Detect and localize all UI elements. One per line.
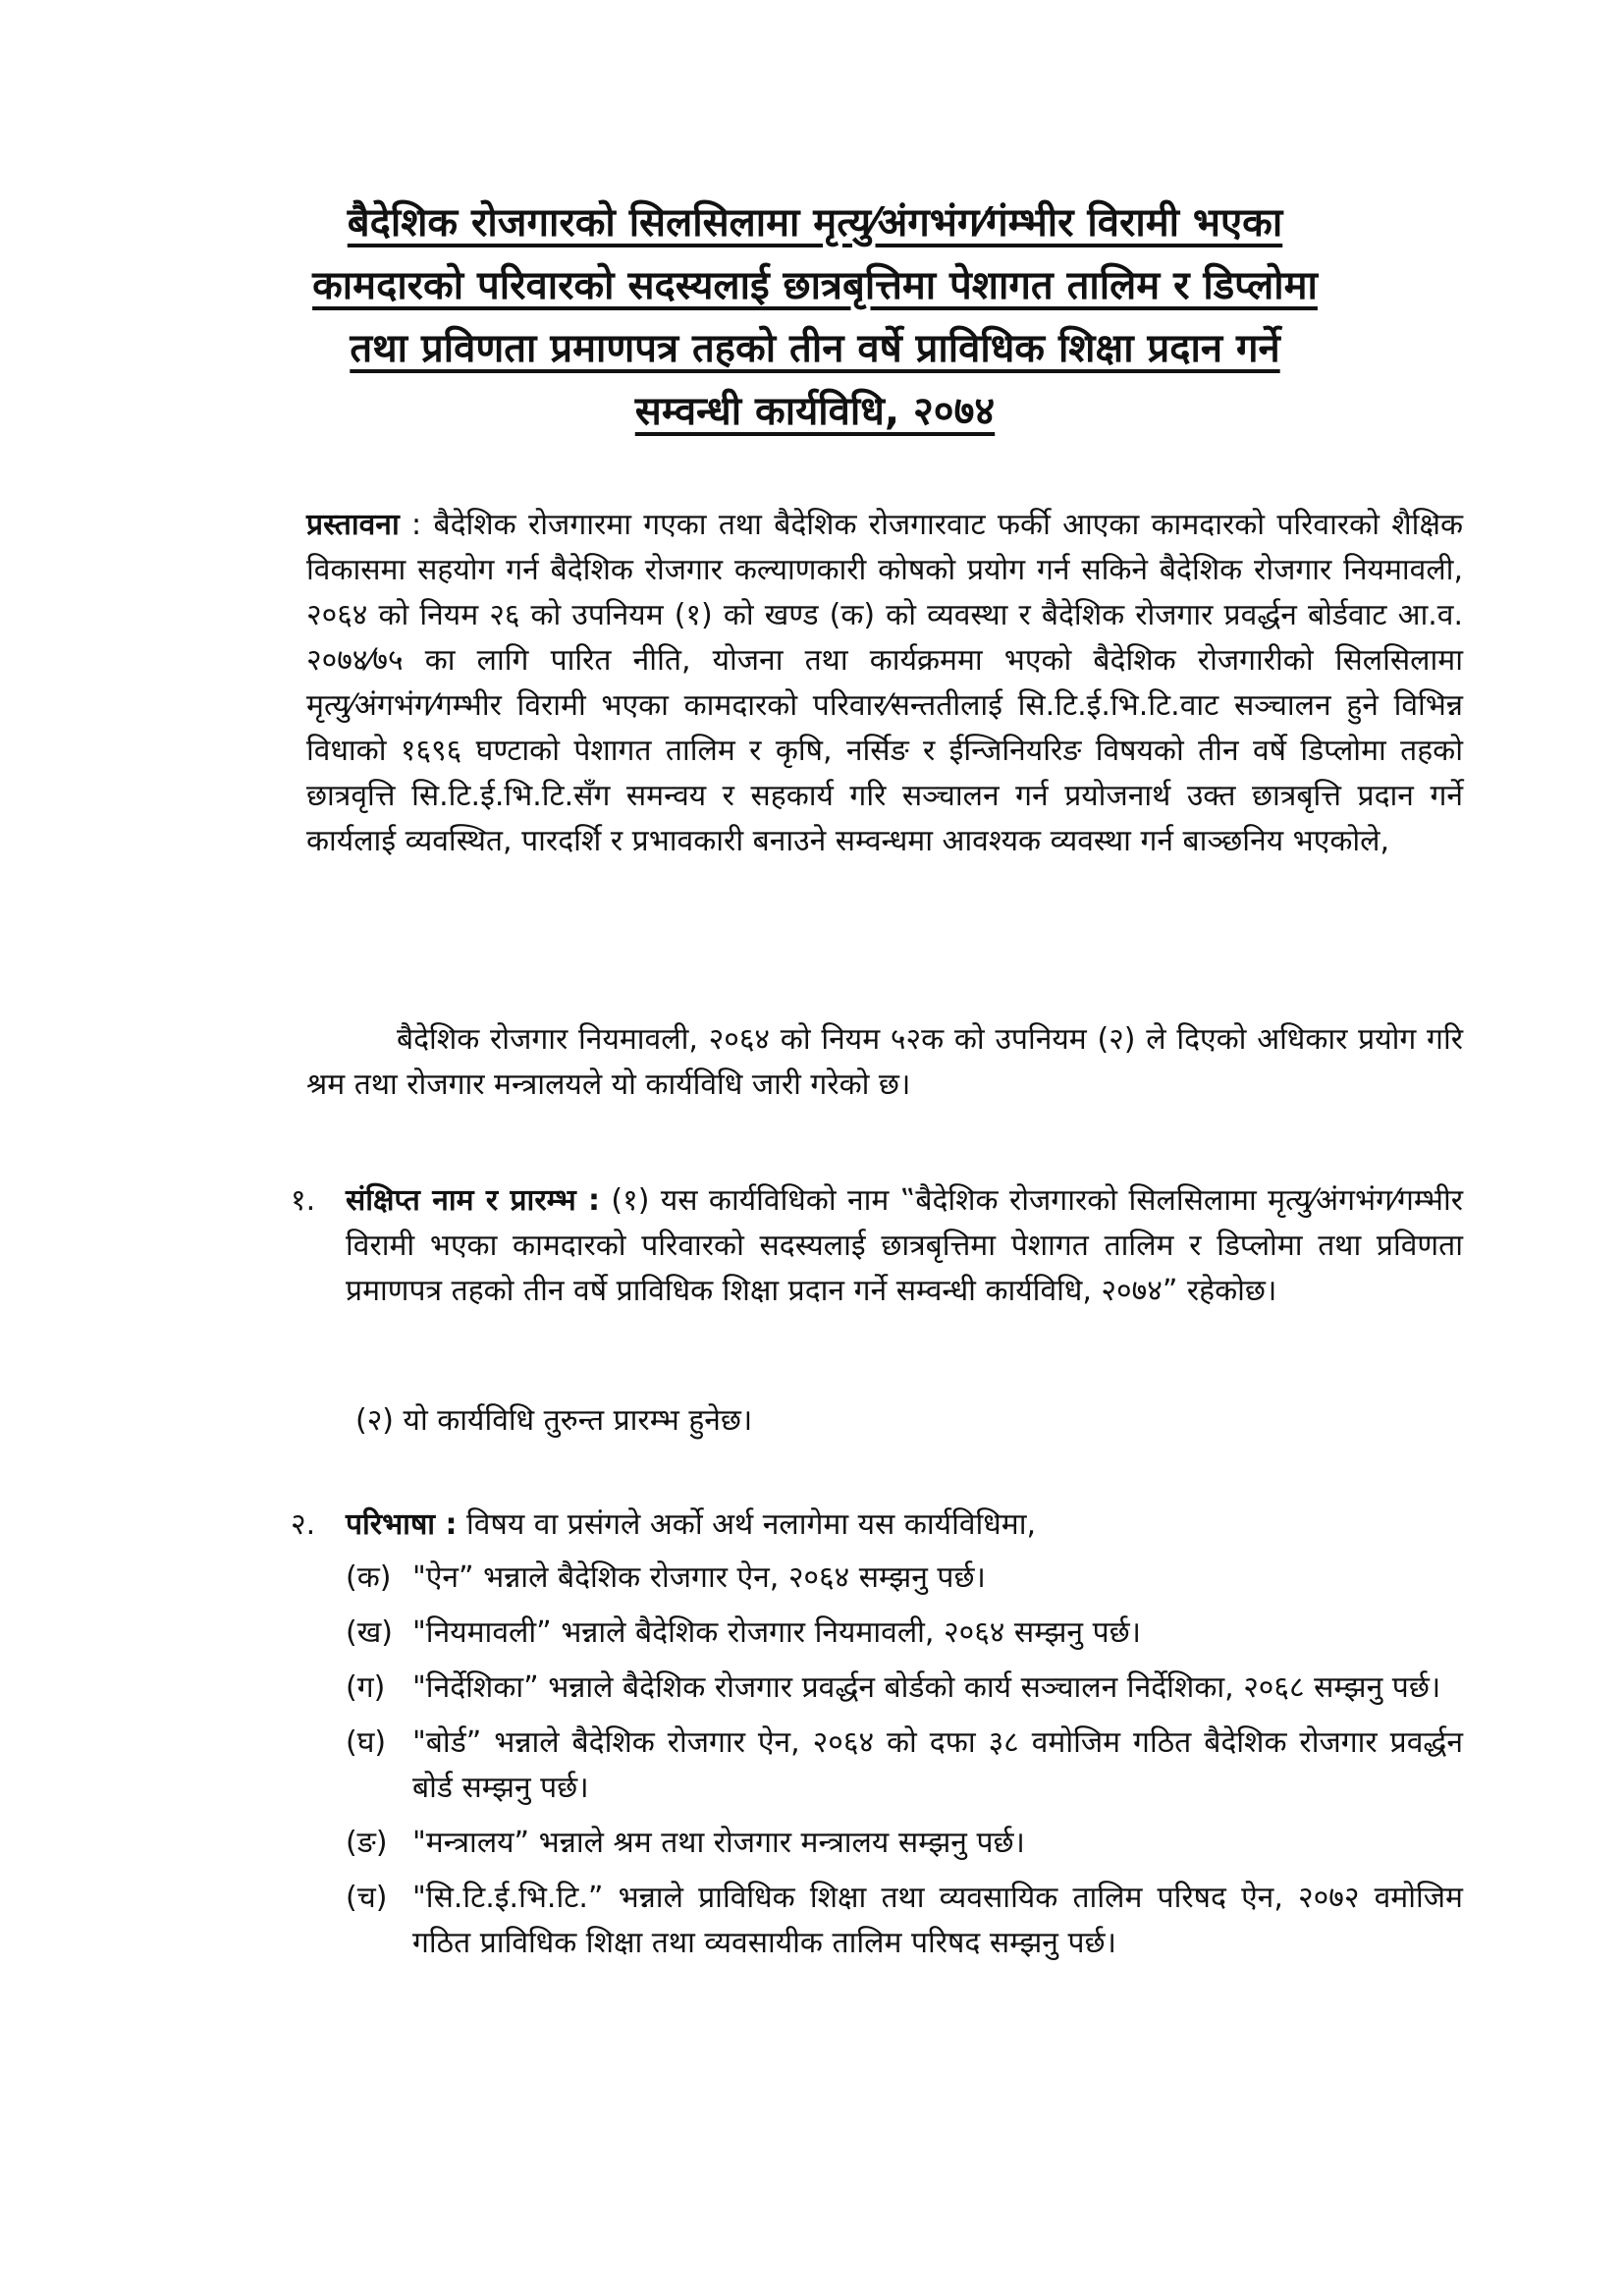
definition-letter: (क) [346, 1560, 392, 1595]
preamble-text: : बैदेशिक रोजगारमा गएका तथा बैदेशिक रोजगारवाट फर्की आएका कामदारको परिवारको शैक्षिक विकासमा सहयोग गर्न बैदेशिक रोजगार कल्याणकारी कोषको प्रयोग गर्न सकिने बैदेशिक रोजगार नियमावली, २०६४ को नियम २६ को उपनियम (१) को खण्ड (क) को व्यवस्था र बैदेशिक रोजगार प्रवर्द्धन बोर्डवाट आ.व. २०७४⁄७५ का लागि पारित नीति, योजना तथा कार्यक्रममा भएको बैदेशिक रोजगारीको सिलसिलामा मृत्यु⁄अंगभंग⁄गम्भीर विरामी भएका कामदारको परिवार⁄सन्ततीलाई सि.टि.ई.भि.टि.वाट सञ्चालन हुने विभिन्न विधाको १६९६ घण्टाको पेशागत तालिम र कृषि, नर्सिङ र ईन्जिनियरिङ विषयको तीन वर्षे डिप्लोमा तहको छात्रवृत्ति सि.टि.ई.भि.टि.सँग समन्वय र सहकार्य गरि सञ्चालन गर्न प्रयोजनार्थ उक्त छात्रबृत्ति प्रदान गर्ने कार्यलाई व्यवस्थित, पारदर्शि र प्रभावकारी बनाउने सम्वन्धमा आवश्यक व्यवस्था गर्न बाञ्छनिय भएकोले, [306, 508, 1463, 858]
definition-text: "ऐन” भन्नाले बैदेशिक रोजगार ऐन, २०६४ सम्झनु पर्छ। [412, 1560, 986, 1595]
section-1-paragraph [346, 1178, 1463, 1314]
definition-text: "नियमावली” भन्नाले बैदेशिक रोजगार नियमावली, २०६४ सम्झनु पर्छ। [412, 1615, 1142, 1650]
section-1-text: (१) यस कार्यविधिको नाम ‟बैदेशिक रोजगारको सिलसिलामा मृत्यु⁄अंगभंग⁄गम्भीर विरामी भएका कामदारको परिवारको सदस्यलाई छात्रबृत्तिमा पेशागत तालिम र डिप्लोमा तथा प्रविणता प्रमाणपत्र तहको तीन वर्षे प्राविधिक शिक्षा प्रदान गर्ने सम्वन्धी कार्यविधि, २०७४” रहेकोछ। [346, 1183, 1463, 1308]
definition-item [346, 1611, 1463, 1656]
section-1-subclause-2: (२) यो कार्यविधि तुरुन्त प्रारम्भ हुनेछ। [355, 1403, 753, 1438]
definition-text: "सि.टि.ई.भि.टि.” भन्नाले प्राविधिक शिक्षा तथा व्यवसायिक तालिम परिषद ऐन, २०७२ वमोजिम गठित प्राविधिक शिक्षा तथा व्यवसायीक तालिम परिषद सम्झनु पर्छ। [412, 1881, 1463, 1960]
section-2-heading: परिभाषा : [346, 1507, 458, 1542]
definitions-list [346, 1556, 1463, 1976]
authority-paragraph: बैदेशिक रोजगार नियमावली, २०६४ को नियम ५२क को उपनियम (२) ले दिएको अधिकार प्रयोग गरि श्रम तथा रोजगार मन्त्रालयले यो कार्यविधि जारी गरेको छ। [306, 1022, 1463, 1102]
section-1-number: १. [291, 1183, 316, 1218]
section-1-heading: संक्षिप्त नाम र प्रारम्भ : [346, 1183, 600, 1218]
document-title: बैदेशिक रोजगारको सिलसिलामा मृत्यु⁄अंगभंग⁄गंम्भीर विरामी भएका कामदारको परिवारको सदस्यलाई छात्रबृत्तिमा पेशागत तालिम र डिप्लोमा तथा प्रविणता प्रमाणपत्र तहको तीन वर्षे प्राविधिक शिक्षा प्रदान गर्ने सम्वन्धी कार्यविधि, २०७४ [312, 200, 1318, 434]
definition-letter: (ग) [346, 1670, 386, 1705]
definition-letter: (घ) [346, 1725, 387, 1760]
definition-text: "मन्त्रालय” भन्नाले श्रम तथा रोजगार मन्त्रालय सम्झनु पर्छ। [412, 1826, 1025, 1860]
definition-item [346, 1666, 1463, 1711]
preamble-paragraph [306, 503, 1463, 864]
definition-item [346, 1876, 1463, 1966]
section-2-number: २. [291, 1507, 316, 1542]
definition-letter: (च) [346, 1881, 388, 1915]
preamble-lead: प्रस्तावना [306, 508, 400, 542]
definition-letter: (ख) [346, 1615, 393, 1650]
definition-letter: (ङ) [346, 1826, 388, 1860]
definition-text: "बोर्ड” भन्नाले बैदेशिक रोजगार ऐन, २०६४ को दफा ३८ वमोजिम गठित बैदेशिक रोजगार प्रवर्द्धन बोर्ड सम्झनु पर्छ। [412, 1725, 1463, 1805]
section-2-text: विषय वा प्रसंगले अर्को अर्थ नलागेमा यस कार्यविधिमा, [457, 1507, 1036, 1542]
definition-item [346, 1721, 1463, 1811]
definition-item [346, 1821, 1463, 1866]
definition-item [346, 1556, 1463, 1601]
section-2-paragraph [346, 1503, 1463, 1548]
definition-text: "निर्देशिका” भन्नाले बैदेशिक रोजगार प्रवर्द्धन बोर्डको कार्य सञ्चालन निर्देशिका, २०६८ सम्झनु पर्छ। [412, 1670, 1441, 1705]
